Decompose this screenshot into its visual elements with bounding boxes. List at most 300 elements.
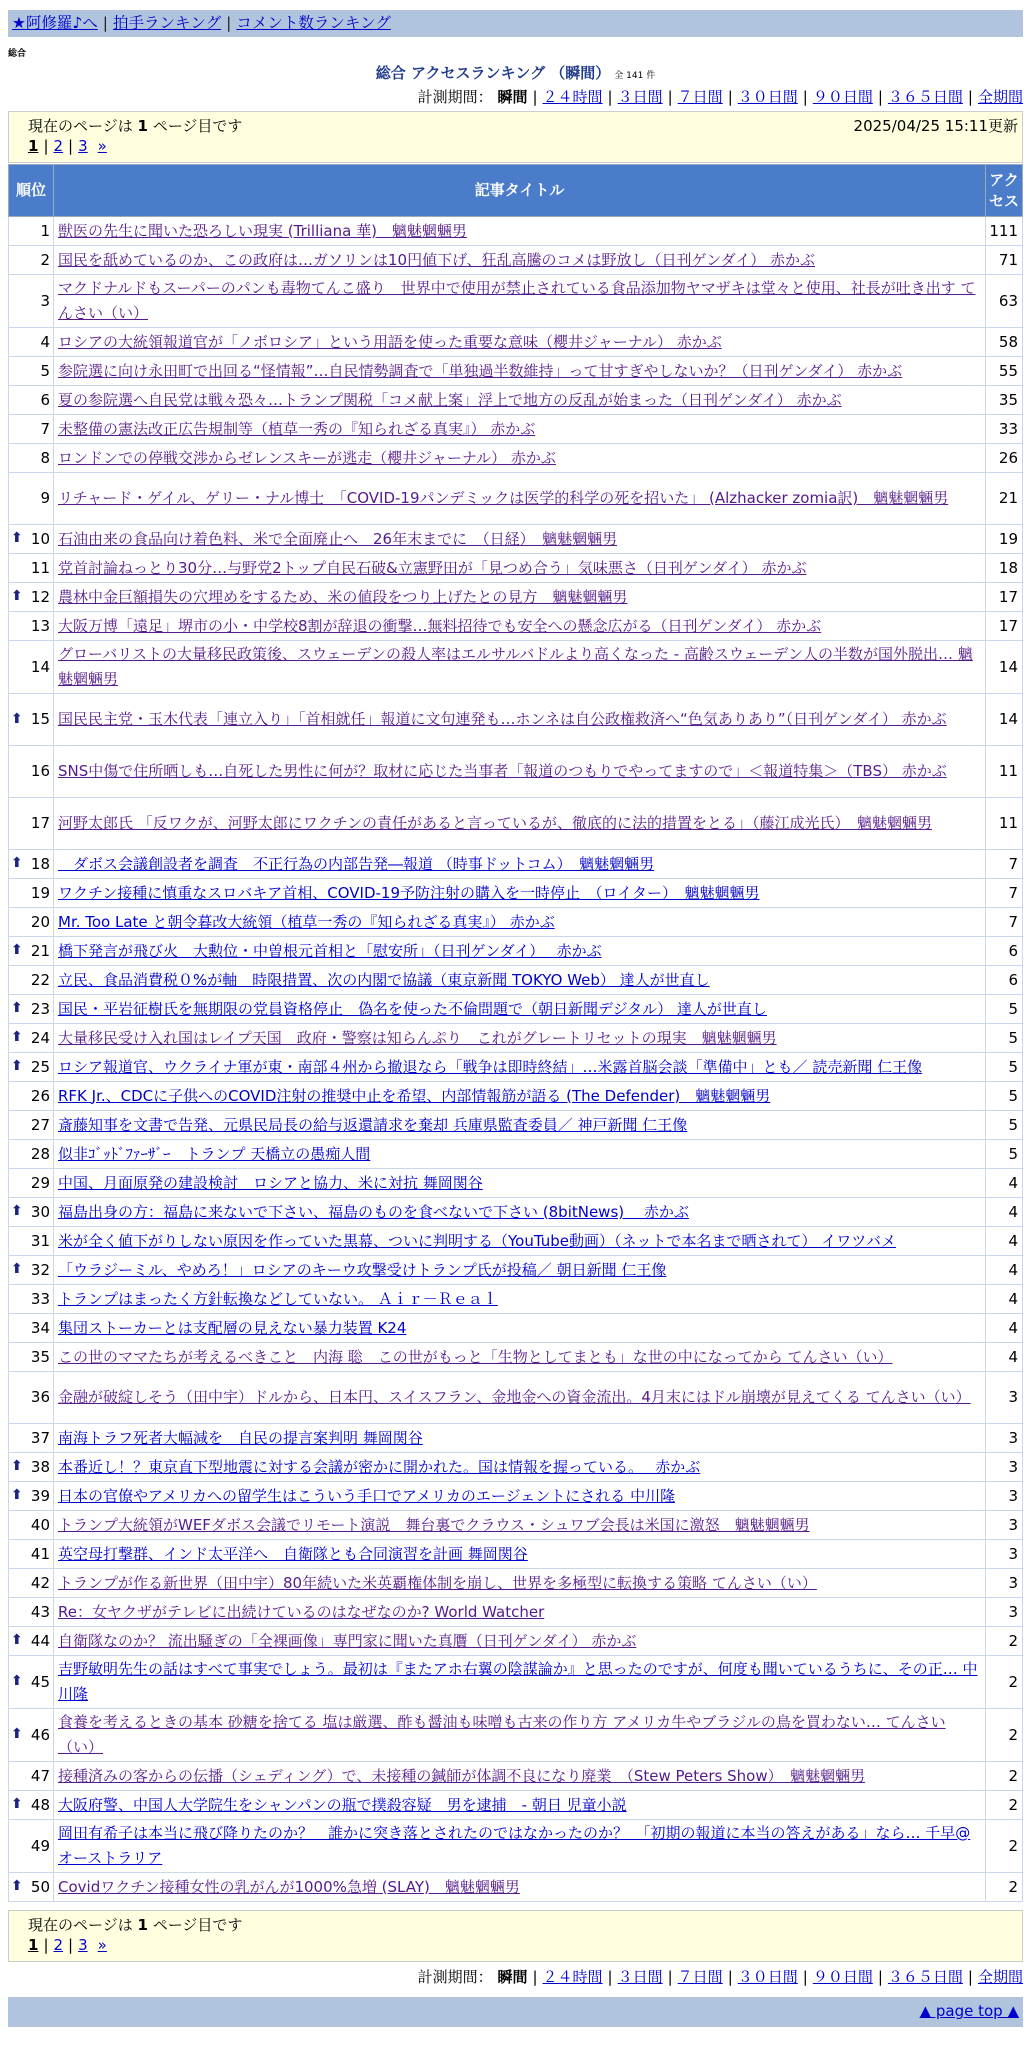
table-row: [9, 1053, 1023, 1082]
period-link-90d[interactable]: ９０日間: [812, 1968, 873, 1986]
rank-cell: [9, 908, 54, 937]
rank-cell: [9, 1540, 54, 1569]
nav-link-applause-ranking[interactable]: 拍手ランキング: [113, 14, 222, 32]
rank-cell: [9, 1169, 54, 1198]
table-row: [9, 1569, 1023, 1598]
rank-number: 39: [30, 1486, 50, 1505]
rank-cell: [9, 1140, 54, 1169]
title-cell: [54, 1569, 986, 1598]
rank-cell: [9, 1791, 54, 1820]
title-cell: [54, 746, 986, 798]
pager-page-2[interactable]: 2: [53, 137, 64, 155]
rank-cell: [9, 328, 54, 357]
rank-up-arrow-icon: ⬆: [11, 1878, 23, 1894]
title-cell: [54, 908, 986, 937]
rank-cell: [9, 1285, 54, 1314]
period-label: 計測期間：: [417, 88, 493, 106]
rank-up-arrow-icon: ⬆: [11, 1261, 23, 1277]
period-link-7d[interactable]: ７日間: [677, 1968, 723, 1986]
period-separator: |: [967, 1968, 973, 1986]
table-row: [9, 1140, 1023, 1169]
access-count: 3: [986, 1511, 1023, 1540]
rank-number: 12: [30, 587, 50, 606]
rank-number: 3: [40, 291, 50, 310]
rank-number: 50: [30, 1877, 50, 1896]
article-link[interactable]: ロンドンでの停戦交渉からゼレンスキーが逃走（櫻井ジャーナル） 赤かぶ: [58, 448, 556, 467]
table-row: [9, 1169, 1023, 1198]
rank-cell: [9, 746, 54, 798]
rank-cell: [9, 1111, 54, 1140]
footer-bar: [8, 1997, 1023, 2027]
pager-current-number: 1: [137, 117, 148, 135]
title-cell: [54, 850, 986, 879]
article-link[interactable]: 立民、食品消費税０%が軸 時限措置、次の内閣で協議（東京新聞 TOKYO Web） 達人が世直し: [58, 970, 710, 989]
access-count: 18: [986, 554, 1023, 583]
pager-page-current: 1: [28, 1936, 39, 1954]
article-link[interactable]: マクドナルドもスーパーのパンも毒物てんこ盛り 世界中で使用が禁止されている食品添加物ヤマザキは堂々と使用、社長が吐き出す てんさい（い）: [58, 279, 976, 322]
column-header-access: アクセス: [986, 165, 1023, 217]
period-link-24h[interactable]: ２４時間: [542, 1968, 603, 1986]
pager-bottom: [8, 1910, 1023, 1962]
title-cell: [54, 1511, 986, 1540]
period-current: 瞬間: [497, 1968, 528, 1986]
access-count: 4: [986, 1227, 1023, 1256]
rank-cell: [9, 1424, 54, 1453]
access-count: 4: [986, 1198, 1023, 1227]
rank-number: 5: [40, 361, 50, 380]
rank-number: 40: [30, 1515, 50, 1534]
rank-cell: [9, 1598, 54, 1627]
title-cell: [54, 1256, 986, 1285]
rank-cell: [9, 694, 54, 746]
rank-cell: [9, 937, 54, 966]
pager-prefix: 現在のページは: [28, 1916, 133, 1934]
rank-cell: [9, 1453, 54, 1482]
rank-cell: [9, 357, 54, 386]
rank-number: 6: [40, 390, 50, 409]
article-link[interactable]: 斎藤知事を文書で告発、元県民局長の給与返還請求を棄却 兵庫県監査委員／ 神戸新聞 仁王像: [58, 1115, 688, 1134]
article-link[interactable]: 福島出身の方：福島に来ないで下さい、福島のものを食べないで下さい (8bitNews) 赤かぶ: [58, 1202, 689, 1221]
article-link[interactable]: トランプはまったく方針転換などしていない。 Ａｉｒ－Ｒｅａｌ: [58, 1289, 498, 1308]
table-row: [9, 444, 1023, 473]
period-link-all[interactable]: 全期間: [977, 1968, 1023, 1986]
article-link[interactable]: 参院選に向け永田町で出回る“怪情報”…自民情勢調査で「単独過半数維持」って甘すぎやしないか？（日刊ゲンダイ） 赤かぶ: [58, 361, 903, 380]
rank-cell: [9, 444, 54, 473]
rank-number: 24: [30, 1028, 50, 1047]
rank-up-arrow-icon: ⬆: [11, 1000, 23, 1016]
period-link-3d[interactable]: ３日間: [617, 88, 663, 106]
period-link-30d[interactable]: ３０日間: [737, 88, 798, 106]
access-count: 2: [986, 1873, 1023, 1902]
access-count: 6: [986, 937, 1023, 966]
title-cell: [54, 1820, 986, 1873]
rank-cell: [9, 473, 54, 525]
pager-suffix: ページ目です: [152, 117, 243, 135]
period-link-365d[interactable]: ３６５日間: [887, 88, 963, 106]
access-count: 14: [986, 694, 1023, 746]
article-link[interactable]: SNS中傷で住所晒しも…自死した男性に何が？取材に応じた当事者「報道のつもりでやってますので」＜報道特集＞（TBS） 赤かぶ: [58, 762, 947, 780]
rank-cell: [9, 1569, 54, 1598]
rank-cell: [9, 1511, 54, 1540]
period-current: 瞬間: [497, 88, 528, 106]
nav-separator: |: [102, 14, 109, 32]
period-separator: |: [667, 88, 673, 106]
access-count: 33: [986, 415, 1023, 444]
table-row: [9, 1285, 1023, 1314]
period-separator: |: [802, 1968, 808, 1986]
access-count: 4: [986, 1256, 1023, 1285]
article-link[interactable]: 橋下発言が飛び火 大勲位・中曽根元首相と「慰安所」（日刊ゲンダイ） 赤かぶ: [58, 941, 602, 960]
rank-cell: [9, 217, 54, 246]
access-count: 63: [986, 275, 1023, 328]
rank-number: 23: [30, 999, 50, 1018]
access-count: 7: [986, 908, 1023, 937]
title-cell: [54, 1111, 986, 1140]
table-row: [9, 1227, 1023, 1256]
access-count: 2: [986, 1656, 1023, 1709]
table-row: [9, 583, 1023, 612]
article-link[interactable]: 大阪府警、中国人大学院生をシャンパンの瓶で撲殺容疑 男を逮捕 - 朝日 児童小説: [58, 1795, 627, 1814]
table-row: [9, 554, 1023, 583]
rank-number: 28: [30, 1144, 50, 1163]
rank-cell: [9, 1627, 54, 1656]
ranking-table-body: [9, 217, 1023, 1902]
table-row: [9, 1873, 1023, 1902]
title-cell: [54, 612, 986, 641]
period-selector-bottom: [418, 1966, 1023, 1987]
rank-cell: [9, 1482, 54, 1511]
title-cell: [54, 1198, 986, 1227]
rank-cell: [9, 1053, 54, 1082]
article-link[interactable]: 大量移民受け入れ国はレイプ天国 政府・警察は知らんぷり これがグレートリセットの現実 魑魅魍魎男: [58, 1028, 777, 1047]
period-separator: |: [532, 1968, 538, 1986]
period-link-7d[interactable]: ７日間: [677, 88, 723, 106]
page-top-link[interactable]: ▲ page top ▲: [919, 2002, 1019, 2020]
title-cell: [54, 1024, 986, 1053]
period-separator: |: [532, 88, 538, 106]
rank-cell: [9, 612, 54, 641]
access-count: 6: [986, 966, 1023, 995]
ranking-title-block: [0, 62, 1031, 83]
rank-up-arrow-icon: ⬆: [11, 1058, 23, 1074]
rank-number: 46: [30, 1725, 50, 1744]
ranking-table: [8, 164, 1023, 1902]
title-cell: [54, 995, 986, 1024]
period-separator: |: [877, 1968, 883, 1986]
period-link-30d[interactable]: ３０日間: [737, 1968, 798, 1986]
article-link[interactable]: 日本の官僚やアメリカへの留学生はこういう手口でアメリカのエージェントにされる 中川隆: [58, 1486, 676, 1505]
article-link[interactable]: ロシア報道官、ウクライナ軍が東・南部４州から撤退なら「戦争は即時終結」…米露首脳会談「準備中」とも／ 読売新聞 仁王像: [58, 1057, 923, 1076]
access-count: 111: [986, 217, 1023, 246]
article-link[interactable]: 中国、月面原発の建設検討 ロシアと協力、米に対抗 舞岡関谷: [58, 1173, 483, 1192]
rank-number: 49: [30, 1836, 50, 1855]
access-count: 58: [986, 328, 1023, 357]
nav-link-comment-ranking[interactable]: コメント数ランキング: [236, 14, 391, 32]
rank-up-arrow-icon: ⬆: [11, 1487, 23, 1503]
rank-number: 21: [30, 941, 50, 960]
access-count: 11: [986, 746, 1023, 798]
access-count: 3: [986, 1598, 1023, 1627]
period-link-24h[interactable]: ２４時間: [542, 88, 603, 106]
pager-current-number: 1: [137, 1916, 148, 1934]
title-cell: [54, 1791, 986, 1820]
access-count: 71: [986, 246, 1023, 275]
period-label: 計測期間：: [417, 1968, 493, 1986]
table-row: [9, 275, 1023, 328]
article-link[interactable]: RFK Jr.、CDCに子供へのCOVID注射の推奨中止を希望、内部情報筋が語る (The Defender) 魑魅魍魎男: [58, 1086, 771, 1105]
access-count: 3: [986, 1453, 1023, 1482]
rank-number: 30: [30, 1202, 50, 1221]
article-link[interactable]: 農林中金巨額損失の穴埋めをするため、米の値段をつり上げたとの見方 魑魅魍魎男: [58, 587, 628, 606]
article-link[interactable]: 集団ストーカーとは支配層の見えない暴力装置 K24: [58, 1318, 407, 1337]
pager-next[interactable]: »: [97, 1936, 107, 1954]
rank-cell: [9, 1372, 54, 1424]
pager-links: [28, 137, 107, 155]
pager-separator: |: [43, 137, 49, 155]
rank-number: 11: [30, 558, 50, 577]
article-link[interactable]: 国民民主党・玉木代表「連立入り」「首相就任」報道に文句連発も…ホンネは自公政権救済へ“色気ありあり”（日刊ゲンダイ） 赤かぶ: [58, 710, 947, 728]
article-link[interactable]: 本番近し！？東京直下型地震に対する会議が密かに開かれた。国は情報を握っている。 赤かぶ: [58, 1457, 701, 1476]
title-cell: [54, 879, 986, 908]
rank-cell: [9, 798, 54, 850]
rank-up-arrow-icon: ⬆: [11, 1726, 23, 1742]
period-link-90d[interactable]: ９０日間: [812, 88, 873, 106]
article-link[interactable]: 米が全く値下がりしない原因を作っていた黒幕、ついに判明する（YouTube動画）（ネットで本名まで晒されて） イワツバメ: [58, 1231, 896, 1250]
rank-number: 8: [40, 448, 50, 467]
table-row: [9, 1762, 1023, 1791]
rank-up-arrow-icon: ⬆: [11, 588, 23, 604]
period-separator: |: [877, 88, 883, 106]
access-count: 19: [986, 525, 1023, 554]
title-cell: [54, 473, 986, 525]
title-cell: [54, 554, 986, 583]
table-row: [9, 1511, 1023, 1540]
table-row: [9, 525, 1023, 554]
article-link[interactable]: 岡田有希子は本当に飛び降りたのか？ 誰かに突き落とされたのではなかったのか？ 「初期の報道に本当の答えがある」なら… 千早@オーストラリア: [58, 1824, 971, 1867]
title-cell: [54, 246, 986, 275]
rank-number: 1: [40, 221, 50, 240]
title-cell: [54, 1656, 986, 1709]
column-header-rank: 順位: [9, 165, 54, 217]
table-row: [9, 612, 1023, 641]
pager-status: [28, 1914, 242, 1935]
article-link[interactable]: 吉野敏明先生の話はすべて事実でしょう。最初は『またアホ右翼の陰謀論か』と思ったのですが、何度も聞いているうちに、その正… 中川隆: [58, 1660, 978, 1703]
access-count: 7: [986, 850, 1023, 879]
table-row: [9, 357, 1023, 386]
rank-number: 43: [30, 1602, 50, 1621]
title-cell: [54, 694, 986, 746]
table-row: [9, 1198, 1023, 1227]
table-row: [9, 473, 1023, 525]
nav-link-asyura-home[interactable]: ★阿修羅♪へ: [12, 14, 98, 32]
table-row: [9, 995, 1023, 1024]
pager-page-2[interactable]: 2: [53, 1936, 64, 1954]
title-cell: [54, 583, 986, 612]
title-cell: [54, 217, 986, 246]
table-row: [9, 1453, 1023, 1482]
article-link[interactable]: 大阪万博「遠足」堺市の小・中学校8割が辞退の衝撃…無料招待でも安全への懸念広がる（日刊ゲンダイ） 赤かぶ: [58, 616, 822, 635]
title-cell: [54, 328, 986, 357]
article-link[interactable]: 夏の参院選へ自民党は戦々恐々…トランプ関税「コメ献上案」浮上で地方の反乱が始まった（日刊ゲンダイ） 赤かぶ: [58, 390, 842, 409]
pager-top: [8, 111, 1023, 163]
article-link[interactable]: 国民を舐めているのか、この政府は…ガソリンは10円値下げ、狂乱高騰のコメは野放し（日刊ゲンダイ） 赤かぶ: [58, 250, 816, 269]
title-cell: [54, 937, 986, 966]
table-row: [9, 694, 1023, 746]
table-row: [9, 386, 1023, 415]
article-link[interactable]: Re：女ヤクザがテレビに出続けているのはなぜなのか? World Watcher: [58, 1602, 545, 1621]
access-count: 5: [986, 1053, 1023, 1082]
article-link[interactable]: 石油由来の食品向け着色料、米で全面廃止へ 26年末までに （日経） 魑魅魍魎男: [58, 529, 618, 548]
rank-number: 10: [30, 529, 50, 548]
access-count: 4: [986, 1285, 1023, 1314]
rank-number: 19: [30, 883, 50, 902]
rank-up-arrow-icon: ⬆: [11, 530, 23, 546]
rank-up-arrow-icon: ⬆: [11, 1203, 23, 1219]
article-link[interactable]: リチャード・ゲイル、ゲリー・ナル博士 「COVID-19パンデミックは医学的科学の死を招いた」 (Alzhacker zomia訳) 魑魅魍魎男: [58, 489, 949, 507]
title-cell: [54, 1598, 986, 1627]
table-row: [9, 1656, 1023, 1709]
access-count: 26: [986, 444, 1023, 473]
rank-number: 20: [30, 912, 50, 931]
rank-cell: [9, 995, 54, 1024]
rank-cell: [9, 1656, 54, 1709]
title-cell: [54, 1227, 986, 1256]
access-count: 3: [986, 1372, 1023, 1424]
rank-number: 38: [30, 1457, 50, 1476]
table-header-row: [9, 165, 1023, 217]
period-selector-top: [418, 86, 1023, 107]
pager-suffix: ページ目です: [152, 1916, 243, 1934]
article-link[interactable]: 南海トラフ死者大幅減を 自民の提言案判明 舞岡関谷: [58, 1428, 423, 1447]
access-count: 3: [986, 1424, 1023, 1453]
article-link[interactable]: 獣医の先生に聞いた恐ろしい現実 (Trilliana 華) 魑魅魍魎男: [58, 221, 467, 240]
pager-next[interactable]: »: [97, 137, 107, 155]
table-row: [9, 1709, 1023, 1762]
rank-number: 35: [30, 1347, 50, 1366]
period-separator: |: [727, 88, 733, 106]
title-cell: [54, 415, 986, 444]
rank-number: 16: [30, 762, 50, 780]
rank-number: 18: [30, 854, 50, 873]
title-cell: [54, 357, 986, 386]
article-link[interactable]: 似非ｺﾞｯﾄﾞﾌｧｰｻﾞｰ トランプ 天橋立の愚痴人間: [58, 1144, 371, 1163]
article-link[interactable]: グローバリストの大量移民政策後、スウェーデンの殺人率はエルサルバドルより高くなった - 高齢スウェーデン人の半数が国外脱出… 魑魅魍魎男: [58, 645, 973, 688]
access-count: 5: [986, 1111, 1023, 1140]
rank-number: 25: [30, 1057, 50, 1076]
article-link[interactable]: 自衛隊なのか？ 流出騒ぎの「全裸画像」専門家に聞いた真贋（日刊ゲンダイ） 赤かぶ: [58, 1631, 637, 1650]
ranking-title: 総合 アクセスランキング （瞬間）: [375, 64, 611, 82]
table-row: [9, 1111, 1023, 1140]
title-cell: [54, 444, 986, 473]
article-link[interactable]: 河野太郎氏 「反ワクが、河野太郎にワクチンの責任があると言っているが、徹底的に法的措置をとる」（藤江成光氏） 魑魅魍魎男: [58, 814, 933, 832]
access-count: 14: [986, 641, 1023, 694]
pager-links: [28, 1936, 107, 1954]
article-link[interactable]: 食養を考えるときの基本 砂糖を捨てる 塩は厳選、酢も醤油も味噌も古来の作り方 アメリカ牛やブラジルの鳥を買わない… てんさい（い）: [58, 1713, 946, 1756]
article-link[interactable]: トランプが作る新世界（田中宇）80年続いた米英覇権体制を崩し、世界を多極型に転換する策略 てんさい（い）: [58, 1573, 817, 1592]
access-count: 2: [986, 1627, 1023, 1656]
table-row: [9, 1627, 1023, 1656]
article-link[interactable]: Mr. Too Late と朝令暮改大統領（植草一秀の『知られざる真実』） 赤かぶ: [58, 912, 555, 931]
article-link[interactable]: 「ウラジーミル、やめろ！」ロシアのキーウ攻撃受けトランプ氏が投稿／ 朝日新聞 仁王像: [58, 1260, 667, 1279]
article-link[interactable]: ロシアの大統領報道官が「ノボロシア」という用語を使った重要な意味（櫻井ジャーナル） 赤かぶ: [58, 332, 722, 351]
table-row: [9, 328, 1023, 357]
period-link-3d[interactable]: ３日間: [617, 1968, 663, 1986]
rank-cell: [9, 583, 54, 612]
rank-number: 32: [30, 1260, 50, 1279]
pager-status: [28, 115, 242, 136]
period-link-365d[interactable]: ３６５日間: [887, 1968, 963, 1986]
table-row: [9, 1372, 1023, 1424]
access-count: 11: [986, 798, 1023, 850]
article-link[interactable]: 国民・平岩征樹氏を無期限の党員資格停止 偽名を使った不倫問題で（朝日新聞デジタル） 達人が世直し: [58, 999, 767, 1018]
pager-separator: |: [43, 1936, 49, 1954]
table-row: [9, 1598, 1023, 1627]
rank-up-arrow-icon: ⬆: [11, 1673, 23, 1689]
pager-page-current: 1: [28, 137, 39, 155]
article-link[interactable]: 接種済みの客からの伝播（シェディング）で、未接種の鍼師が体調不良になり廃業 （Stew Peters Show） 魑魅魍魎男: [58, 1766, 866, 1785]
title-cell: [54, 1762, 986, 1791]
article-link[interactable]: 党首討論ねっとり30分…与野党2トップ自民石破&立憲野田が「見つめ合う」気味悪さ（日刊ゲンダイ） 赤かぶ: [58, 558, 807, 577]
rank-number: 33: [30, 1289, 50, 1308]
access-count: 5: [986, 1082, 1023, 1111]
period-separator: |: [967, 88, 973, 106]
table-row: [9, 908, 1023, 937]
access-count: 4: [986, 1343, 1023, 1372]
period-separator: |: [607, 1968, 613, 1986]
article-link[interactable]: トランプ大統領がWEFダボス会議でリモート演説 舞台裏でクラウス・シュワブ会長は米国に激怒 魑魅魍魎男: [58, 1515, 810, 1534]
access-count: 4: [986, 1314, 1023, 1343]
title-cell: [54, 1343, 986, 1372]
access-count: 17: [986, 612, 1023, 641]
article-link[interactable]: 未整備の憲法改正広告規制等（植草一秀の『知られざる真実』） 赤かぶ: [58, 419, 536, 438]
article-link[interactable]: 金融が破綻しそう（田中宇）ドルから、日本円、スイスフラン、金地金への資金流出。4月末にはドル崩壊が見えてくる てんさい（い）: [58, 1388, 971, 1406]
category-label: 総合: [8, 49, 27, 59]
rank-up-arrow-icon: ⬆: [11, 1632, 23, 1648]
table-row: [9, 879, 1023, 908]
rank-cell: [9, 1256, 54, 1285]
rank-number: 31: [30, 1231, 50, 1250]
table-row: [9, 966, 1023, 995]
title-cell: [54, 1627, 986, 1656]
pager-page-3[interactable]: 3: [78, 1936, 88, 1954]
table-row: [9, 1256, 1023, 1285]
article-link[interactable]: この世のママたちが考えるべきこと 内海 聡 この世がもっと「生物としてまとも」な世の中になってから てんさい（い）: [58, 1347, 893, 1366]
rank-number: 13: [30, 616, 50, 635]
rank-cell: [9, 850, 54, 879]
rank-up-arrow-icon: ⬆: [11, 710, 23, 727]
access-count: 2: [986, 1791, 1023, 1820]
article-link[interactable]: ダボス会議創設者を調査 不正行為の内部告発―報道 （時事ドットコム） 魑魅魍魎男: [58, 854, 655, 873]
period-separator: |: [607, 88, 613, 106]
access-count: 35: [986, 386, 1023, 415]
rank-up-arrow-icon: ⬆: [11, 1796, 23, 1812]
title-cell: [54, 275, 986, 328]
pager-page-3[interactable]: 3: [78, 137, 88, 155]
period-link-all[interactable]: 全期間: [977, 88, 1023, 106]
article-link[interactable]: ワクチン接種に慎重なスロバキア首相、COVID-19予防注射の購入を一時停止 （ロイター） 魑魅魍魎男: [58, 883, 760, 902]
rank-number: 29: [30, 1173, 50, 1192]
ranking-count: 全 141 件: [614, 71, 656, 81]
rank-cell: [9, 275, 54, 328]
title-cell: [54, 966, 986, 995]
rank-cell: [9, 1709, 54, 1762]
article-link[interactable]: Covidワクチン接種女性の乳がんが1000%急増 (SLAY) 魑魅魍魎男: [58, 1877, 520, 1896]
title-cell: [54, 1169, 986, 1198]
rank-number: 45: [30, 1672, 50, 1691]
article-link[interactable]: 英空母打撃群、インド太平洋へ 自衛隊とも合同演習を計画 舞岡関谷: [58, 1544, 528, 1563]
rank-cell: [9, 1024, 54, 1053]
table-row: [9, 1482, 1023, 1511]
